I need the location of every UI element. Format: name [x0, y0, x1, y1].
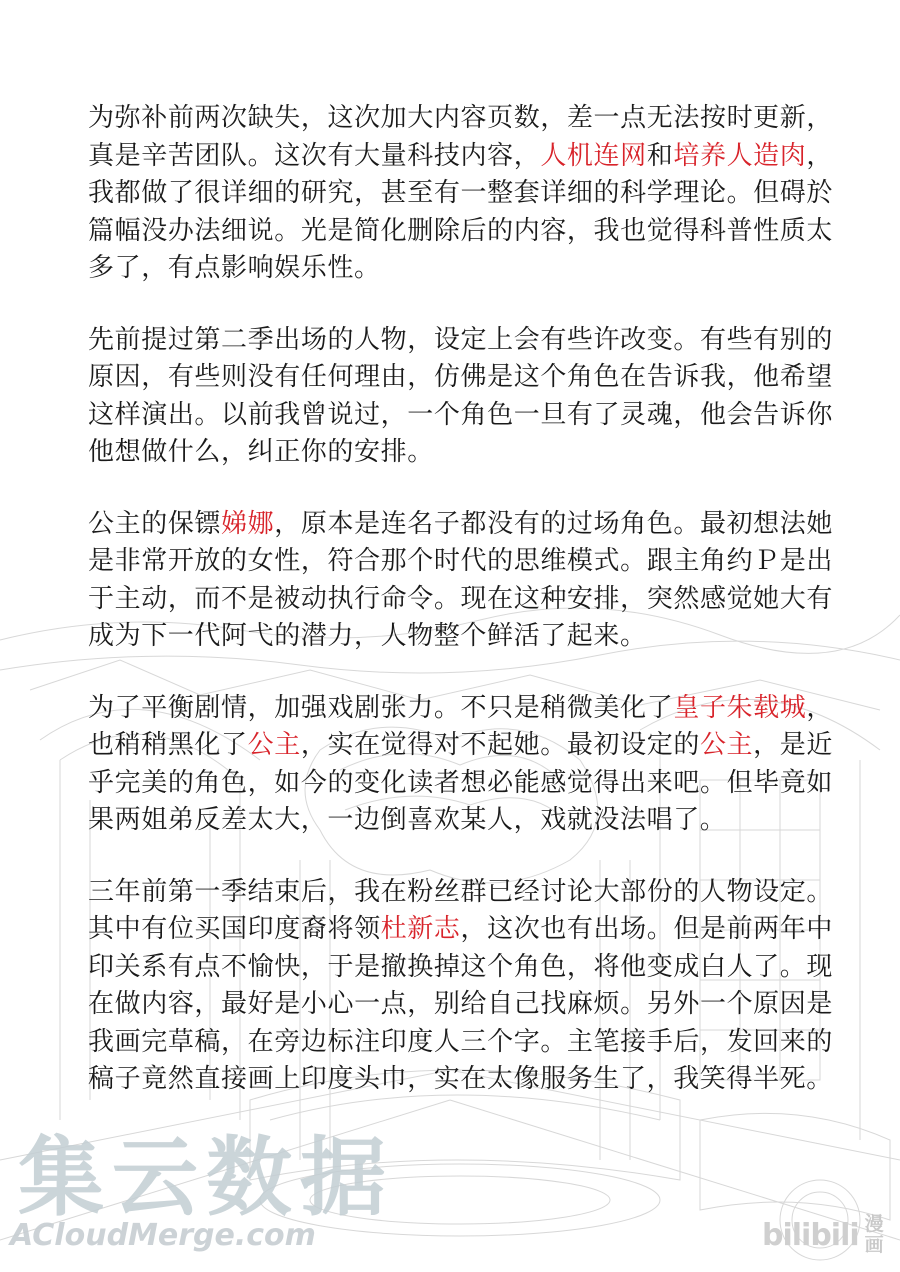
highlighted-term: 皇子朱载城: [673, 692, 807, 723]
highlighted-term: 杜新志: [380, 914, 461, 944]
bilibili-comics-logo: [762, 1214, 884, 1256]
paragraph-text: ，我都做了很详细的研究，甚至有一整套详细的科学理论。但碍於篇幅没办法细说。光是简化删除后的内容，我也觉得科普性质太多了，有点影响娱乐性。: [88, 140, 833, 283]
paragraph-text: 和: [646, 140, 674, 171]
paragraph-text: 三年前第一季结束后，我在粉丝群已经讨论大部份的人物设定。其中有位买国印度裔将领: [88, 876, 833, 944]
highlighted-term: 公主: [247, 730, 301, 760]
paragraph-text: ，这次也有出场。但是前两年中印关系有点不愉快，于是撤换掉这个角色，将他变成白人了。现在做内容，最好是小心一点，别给自己找麻烦。另外一个原因是我画完草稿，在旁边标注印度人三个字。主笔接手后，发回来的稿子竟然直接画上印度头巾，实在太像服务生了，我笑得半死。: [88, 914, 833, 1094]
bilibili-logo-word: bilibili: [762, 1217, 859, 1253]
paragraph-text: ，是近乎完美的角色，如今的变化读者想必能感觉得出来吧。但毕竟如果两姐弟反差太大，一边倒喜欢某人，戏就没法唱了。: [88, 730, 833, 835]
watermark-site-url: ACloudMerge.com: [10, 1218, 316, 1253]
paragraph-3: [88, 506, 833, 656]
logo-char-top: 漫: [864, 1213, 884, 1235]
highlighted-term: 培养人造肉: [673, 140, 807, 171]
paragraph-text: 为了平衡剧情，加强戏剧张力。不只是稍微美化了: [88, 692, 674, 723]
watermark-site-name: 集云数据: [18, 1128, 394, 1228]
paragraph-text: 先前提过第二季出场的人物，设定上会有些许改变。有些有别的原因，有些则没有任何理由，仿佛是这个角色在告诉我，他希望这样演出。以前我曾说过，一个角色一旦有了灵魂，他会告诉你他想做什么，纠正你的安排。: [88, 324, 833, 467]
bilibili-logo-manhua: [865, 1214, 884, 1256]
article-body: [88, 100, 833, 1133]
paragraph-text: 公主的保镖: [88, 508, 222, 539]
logo-char-bottom: 画: [864, 1234, 884, 1256]
highlighted-term: 人机连网: [540, 140, 647, 171]
paragraph-4: [88, 690, 833, 840]
paragraph-2: [88, 322, 833, 472]
paragraph-text: ，实在觉得对不起她。最初设定的: [300, 730, 700, 760]
paragraph-1: [88, 100, 833, 288]
paragraph-5: [88, 874, 833, 1099]
highlighted-term: 娣娜: [221, 508, 275, 539]
paragraph-text: 为弥补前两次缺失，这次加大内容页数，差一点无法按时更新，真是辛苦团队。这次有大量科技内容，: [88, 103, 833, 171]
highlighted-term: 公主: [699, 730, 754, 760]
paragraph-text: ，原本是连名子都没有的过场角色。最初想法她是非常开放的女性，符合那个时代的思维模式。跟主角约Ｐ是出于主动，而不是被动执行命令。现在这种安排，突然感觉她大有成为下一代阿弋的潜力，人物整个鲜活了起来。: [88, 508, 833, 651]
paragraph-text: ，也稍稍黑化了: [88, 692, 833, 760]
